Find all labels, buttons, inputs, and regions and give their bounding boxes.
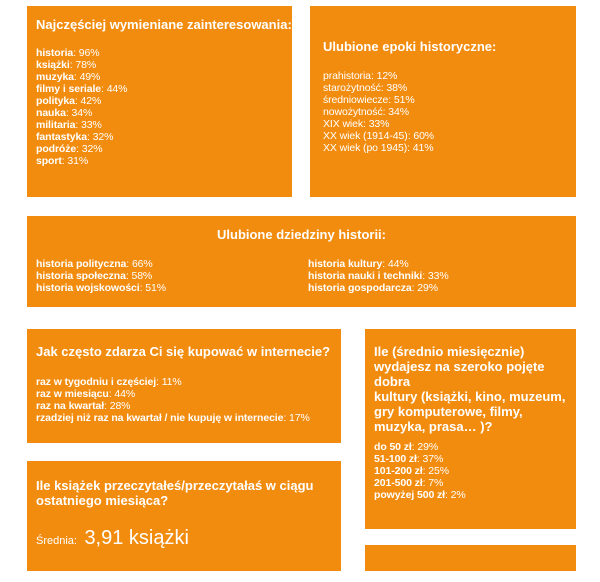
list-item: 101-200 zł: 25% [374, 465, 449, 477]
books-average [36, 527, 189, 550]
fields-list-right [308, 258, 449, 294]
list-item: historia społeczna: 58% [36, 270, 153, 282]
list-item: książki: 78% [36, 59, 97, 71]
list-item: militaria: 33% [36, 119, 102, 131]
books-average-label: Średnia: [36, 535, 77, 547]
list-item: nowożytność: 34% [323, 106, 409, 118]
list-item: XX wiek (po 1945): 41% [323, 142, 434, 154]
books-panel [27, 461, 341, 571]
list-item: do 50 zł: 29% [374, 441, 439, 453]
list-item: nauka: 34% [36, 107, 93, 119]
list-item: 201-500 zł: 7% [374, 477, 444, 489]
list-item: XIX wiek: 33% [323, 118, 390, 130]
list-item: historia: 96% [36, 47, 100, 59]
books-average-value: 3,91 książki [84, 527, 189, 549]
list-item: raz w tygodniu i częściej: 11% [36, 376, 182, 388]
list-item: historia gospodarcza: 29% [308, 282, 438, 294]
list-item: powyżej 500 zł: 2% [374, 489, 466, 501]
list-item: historia wojskowości: 51% [36, 282, 166, 294]
list-item: średniowiecze: 51% [323, 94, 415, 106]
list-item: filmy i seriale: 44% [36, 83, 128, 95]
list-item: polityka: 42% [36, 95, 102, 107]
list-item: podróże: 32% [36, 143, 103, 155]
list-item: muzyka: 49% [36, 71, 101, 83]
list-item: starożytność: 38% [323, 82, 408, 94]
list-item: historia polityczna: 66% [36, 258, 153, 270]
list-item: historia kultury: 44% [308, 258, 409, 270]
spending-title: Ile (średnio miesięcznie) wydajesz na szeroko pojęte dobra kultury (książki, kino, muzeum, gry komputerowe, filmy, muzyka, prasa… )? [374, 344, 566, 434]
books-title: Ile książek przeczytałeś/przeczytałaś w ciągu ostatniego miesiąca? [36, 478, 314, 508]
interests-title: Najczęściej wymieniane zainteresowania: [36, 17, 292, 32]
fields-list-left [36, 258, 166, 294]
list-item: 51-100 zł: 37% [374, 453, 444, 465]
list-item: fantastyka: 32% [36, 131, 114, 143]
epochs-panel [310, 6, 576, 197]
epochs-title: Ulubione epoki historyczne: [323, 39, 497, 54]
fields-title: Ulubione dziedziny historii: [217, 227, 386, 242]
list-item: raz w miesiącu: 44% [36, 388, 136, 400]
shopping-title: Jak często zdarza Ci się kupować w internecie? [36, 344, 331, 359]
interests-panel [27, 6, 292, 197]
epochs-list [323, 70, 434, 154]
shopping-panel [27, 329, 341, 443]
empty-panel [365, 545, 576, 571]
fields-panel [27, 216, 576, 307]
list-item: raz na kwartał: 28% [36, 400, 131, 412]
list-item: sport: 31% [36, 155, 89, 167]
list-item: rzadziej niż raz na kwartał / nie kupuję w internecie: 17% [36, 412, 310, 424]
list-item: prahistoria: 12% [323, 70, 398, 82]
spending-panel [365, 329, 576, 529]
list-item: historia nauki i techniki: 33% [308, 270, 449, 282]
shopping-list [36, 376, 310, 424]
list-item: XX wiek (1914-45): 60% [323, 130, 435, 142]
spending-list [374, 441, 466, 501]
interests-list [36, 47, 127, 167]
